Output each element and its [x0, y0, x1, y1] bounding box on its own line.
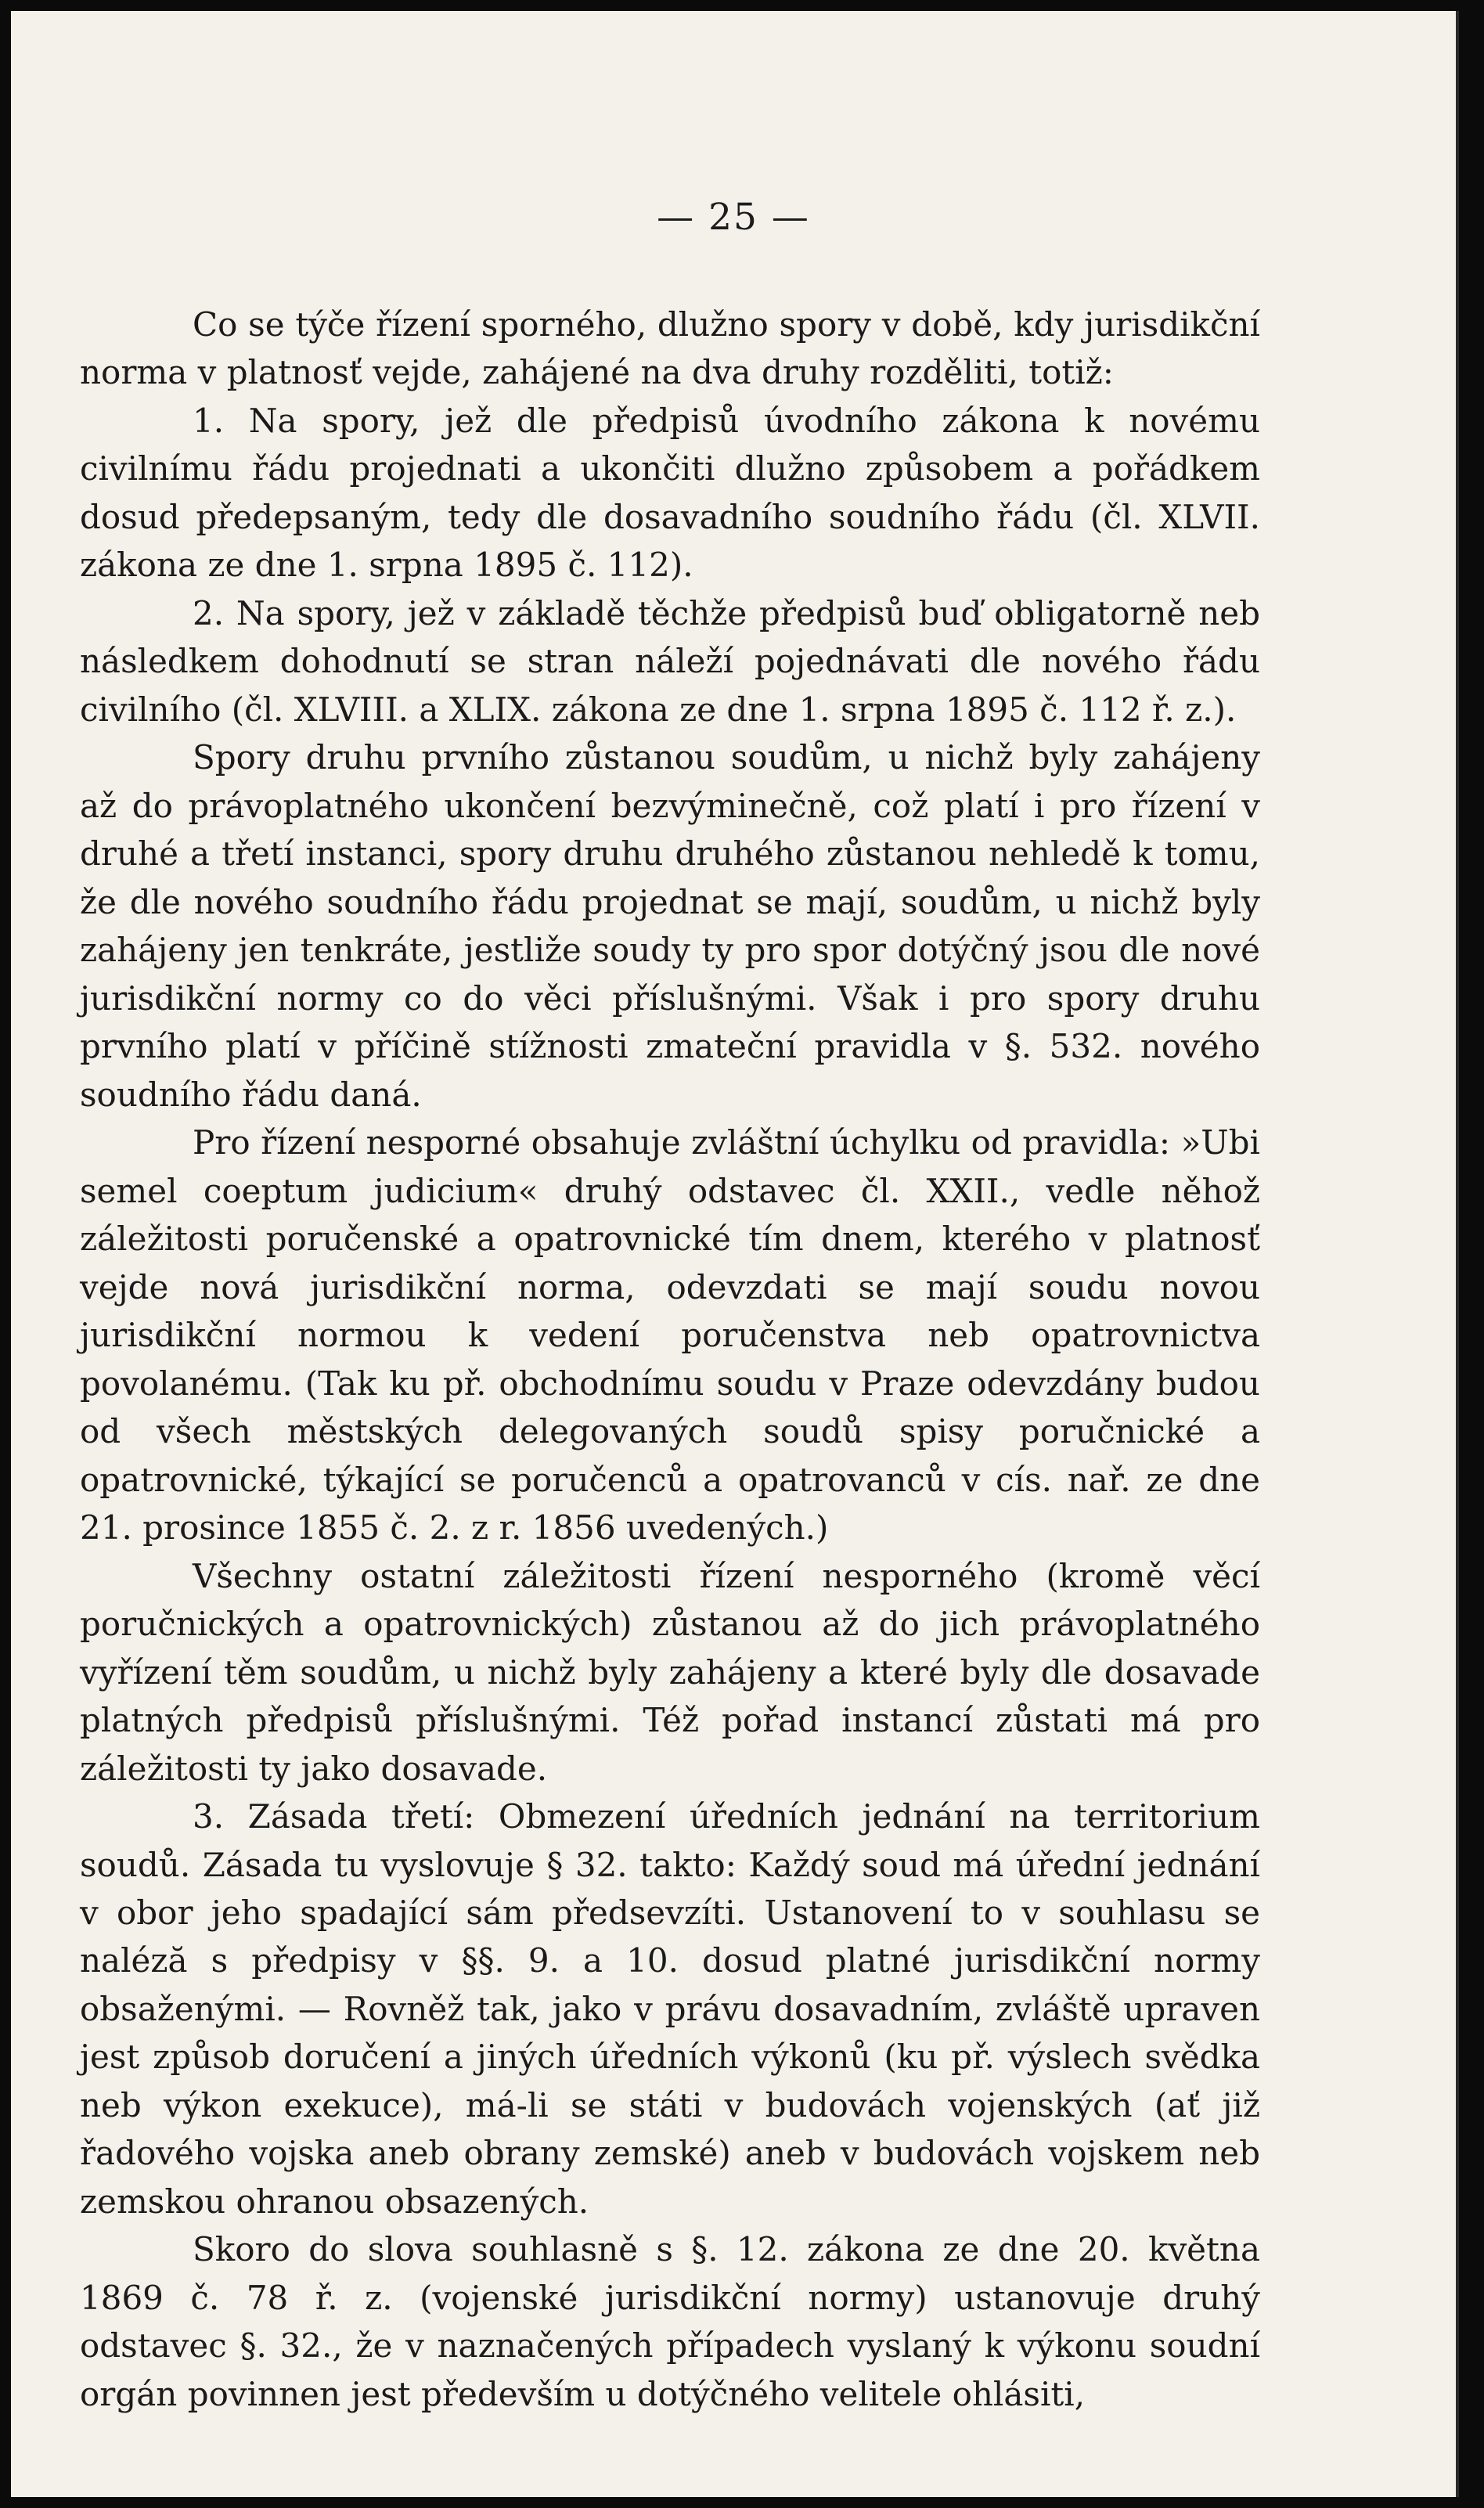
paragraph: Co se týče řízení sporného, dlužno spory v době, kdy jurisdikční norma v platnosť vejde, zahájené na dva druhy rozděliti, totiž: [80, 305, 1260, 392]
paragraph: 1. Na spory, jež dle předpisů úvodního zákona k novému civilnímu řádu projednati a ukončiti dlužno způsobem a pořádkem dosud předepsaným, tedy dle dosavadního soudního řádu (čl. XLVII. zákona ze dne 1. srpna 1895 č. 112). [80, 401, 1260, 585]
page-number: — 25 — [657, 196, 810, 239]
paragraph: Skoro do slova souhlasně s §. 12. zákona ze dne 20. května 1869 č. 78 ř. z. (vojenské jurisdikční normy) ustanovuje druhý odstavec §. 32., že v naznačených případech vyslaný k výkonu soudní orgán povinnen jest především u dotýčného velitele ohlásiti, [80, 2230, 1260, 2413]
paragraph: Pro řízení nesporné obsahuje zvláštní úchylku od pravidla: »Ubi semel coeptum judicium« druhý odstavec čl. XXII., vedle něhož záležitosti poručenské a opatrovnické tím dnem, kterého v platnosť vejde nová jurisdikční norma, odevzdati se mají soudu novou jurisdikční normou k vedení poručenstva neb opatrovnictva povolanému. (Tak ku př. obchodnímu soudu v Praze odevzdány budou od všech městských delegovaných soudů spisy poručnické a opatrovnické, týkající se poručenců a opatrovanců v cís. nař. ze dne 21. prosince 1855 č. 2. z r. 1856 uvedených.) [80, 1123, 1260, 1548]
paragraph: 2. Na spory, jež v základě těchže předpisů buď obligatorně neb následkem dohodnutí se stran náleží pojednávati dle nového řádu civilního (čl. XLVIII. a XLIX. zákona ze dne 1. srpna 1895 č. 112 ř. z.). [80, 593, 1260, 729]
body-text [80, 301, 1260, 2418]
paragraph: Spory druhu prvního zůstanou soudům, u nichž byly zahájeny až do právoplatného ukončení bezvýminečně, což platí i pro řízení v druhé a třetí instanci, spory druhu druhého zůstanou nehledě k tomu, že dle nového soudního řádu projednat se mají, soudům, u nichž byly zahájeny jen tenkráte, jestliže soudy ty pro spor dotýčný jsou dle nové jurisdikční normy co do věci příslušnými. Však i pro spory druhu prvního platí v příčině stížnosti zmateční pravidla v §. 532. nového soudního řádu daná. [80, 738, 1260, 1114]
book-page [11, 11, 1459, 2497]
paragraph: 3. Zásada třetí: Obmezení úředních jednání na territorium soudů. Zásada tu vyslovuje § 32. takto: Každý soud má úřední jednání v obor jeho spadající sám předsevzíti. Ustanovení to v souhlasu se naléză s předpisy v §§. 9. a 10. dosud platné jurisdikční normy obsaženými. — Rovněž tak, jako v právu dosavadním, zvláště upraven jest způsob doručení a jiných úředních výkonů (ku př. výslech svědka neb výkon exekuce), má-li se státi v budovách vojenských (ať již řadového vojska aneb obrany zemské) aneb v budovách vojskem neb zemskou ohranou obsazených. [80, 1797, 1260, 2221]
paragraph: Všechny ostatní záležitosti řízení nesporného (kromě věcí poručnických a opatrovnických) zůstanou až do jich právoplatného vyřízení těm soudům, u nichž byly zahájeny a které byly dle dosavade platných předpisů příslušnými. Též pořad instancí zůstati má pro záležitosti ty jako dosavade. [80, 1556, 1260, 1788]
